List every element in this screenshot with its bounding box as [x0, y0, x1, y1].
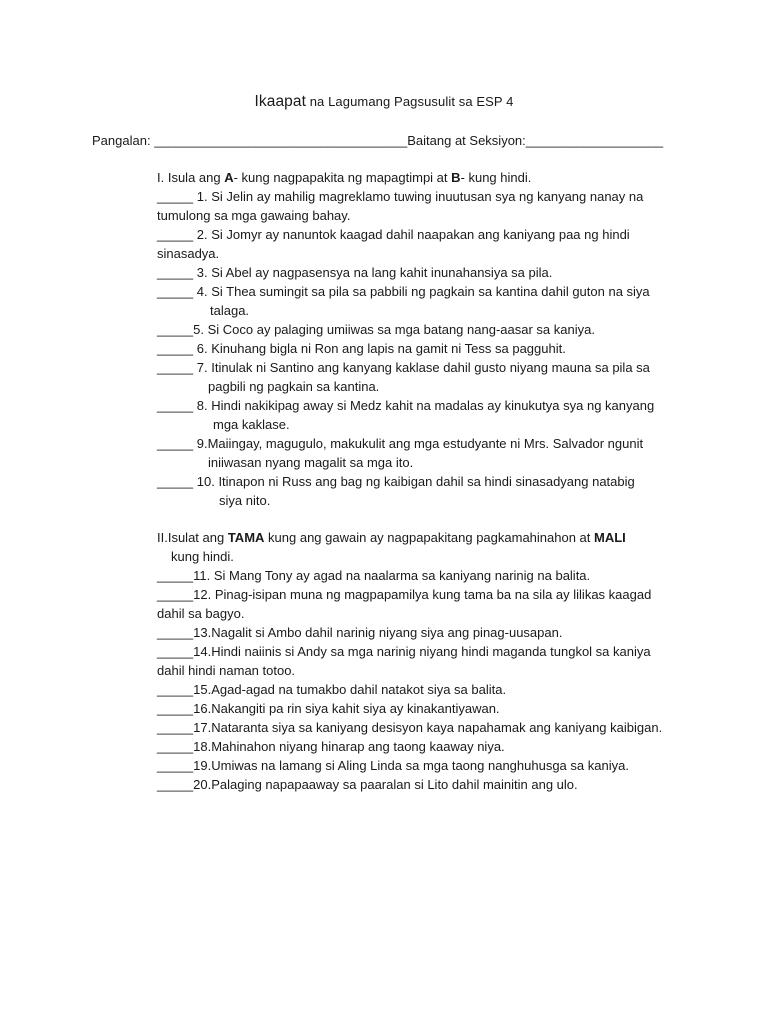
question-9[interactable]: _____ 9.Maiingay, magugulo, makukulit ang mga estudyante ni Mrs. Salvador ngunit — [157, 436, 644, 451]
question-3[interactable]: _____ 3. Si Abel ay nagpasensya na lang kahit inunahansiya sa pila. — [157, 265, 553, 280]
section-2-instructions-cont: kung hindi. — [171, 549, 234, 564]
question-19[interactable]: _____19.Umiwas na lamang si Aling Linda sa mga taong nanghuhusga sa kaniya. — [157, 758, 629, 773]
question-7[interactable]: _____ 7. Itinulak ni Santino ang kanyang kaklase dahil gusto niyang mauna sa pila sa — [157, 360, 650, 375]
question-2-cont: sinasadya. — [157, 246, 220, 261]
question-2[interactable]: _____ 2. Si Jomyr ay nanuntok kaagad dahil naapakan ang kaniyang paa ng hindi — [157, 227, 630, 242]
question-8-cont: mga kaklase. — [213, 417, 290, 432]
name-blank[interactable]: ___________________________________ — [154, 133, 408, 148]
name-label: Pangalan: — [92, 133, 151, 148]
question-12-cont: dahil sa bagyo. — [157, 606, 245, 621]
question-1-cont: tumulong sa mga gawaing bahay. — [157, 208, 351, 223]
question-15[interactable]: _____15.Agad-agad na tumakbo dahil natakot siya sa balita. — [157, 682, 507, 697]
question-5[interactable]: _____5. Si Coco ay palaging umiiwas sa mga batang nang-aasar sa kaniya. — [157, 322, 595, 337]
question-10-cont: siya nito. — [219, 493, 271, 508]
grade-section-blank[interactable]: ___________________ — [525, 133, 664, 148]
question-1[interactable]: _____ 1. Si Jelin ay mahilig magreklamo tuwing inuutusan sya ng kanyang nanay na — [157, 189, 644, 204]
question-13[interactable]: _____13.Nagalit si Ambo dahil narinig niyang siya ang pinag-uusapan. — [157, 625, 563, 640]
instr-answer-b: B — [451, 170, 461, 185]
question-18[interactable]: _____18.Mahinahon niyang hinarap ang taong kaaway niya. — [157, 739, 505, 754]
question-11[interactable]: _____11. Si Mang Tony ay agad na naalarma sa kaniyang narinig na balita. — [157, 568, 591, 583]
section-2-instructions — [157, 528, 677, 547]
section-2 — [157, 528, 677, 794]
page-title — [0, 93, 768, 111]
question-9-cont: iniiwasan nyang magalit sa mga ito. — [208, 455, 414, 470]
instr-text: - kung hindi. — [460, 170, 532, 185]
instr-text: I. Isula ang — [157, 170, 225, 185]
instr-answer-a: A — [224, 170, 234, 185]
question-6[interactable]: _____ 6. Kinuhang bigla ni Ron ang lapis na gamit ni Tess sa pagguhit. — [157, 341, 566, 356]
instr-text: II.Isulat ang — [157, 530, 228, 545]
question-17[interactable]: _____17.Nataranta siya sa kaniyang desisyon kaya napahamak ang kaniyang kaibigan. — [157, 720, 663, 735]
question-10[interactable]: _____ 10. Itinapon ni Russ ang bag ng kaibigan dahil sa hindi sinasadyang natabig — [157, 474, 635, 489]
question-4[interactable]: _____ 4. Si Thea sumingit sa pila sa pabbili ng pagkain sa kantina dahil guton na siya — [157, 284, 650, 299]
question-8[interactable]: _____ 8. Hindi nakikipag away si Medz kahit na madalas ay kinukutya sya ng kanyang — [157, 398, 655, 413]
instr-text: kung ang gawain ay nagpapakitang pagkamahinahon at — [264, 530, 595, 545]
title-prefix: Ikaapat — [254, 93, 307, 110]
instr-text: - kung nagpapakita ng mapagtimpi at — [233, 170, 452, 185]
grade-section-label: Baitang at Seksiyon: — [407, 133, 526, 148]
title-rest: na Lagumang Pagsusulit sa ESP 4 — [306, 94, 514, 109]
question-14[interactable]: _____14.Hindi naiinis si Andy sa mga narinig niyang hindi maganda tungkol sa kaniya — [157, 644, 651, 659]
question-14-cont: dahil hindi naman totoo. — [157, 663, 296, 678]
question-16[interactable]: _____16.Nakangiti pa rin siya kahit siya ay kinakantiyawan. — [157, 701, 500, 716]
instr-answer-tama: TAMA — [227, 530, 265, 545]
section-1-instructions — [157, 168, 677, 187]
instr-answer-mali: MALI — [594, 530, 626, 545]
section-1 — [157, 168, 677, 510]
question-20[interactable]: _____20.Palaging napapaaway sa paaralan si Lito dahil mainitin ang ulo. — [157, 777, 578, 792]
question-7-cont: pagbili ng pagkain sa kantina. — [208, 379, 380, 394]
question-12[interactable]: _____12. Pinag-isipan muna ng magpapamilya kung tama ba na sila ay lilikas kaagad — [157, 587, 652, 602]
student-info-line — [92, 133, 682, 148]
question-4-cont: talaga. — [210, 303, 250, 318]
